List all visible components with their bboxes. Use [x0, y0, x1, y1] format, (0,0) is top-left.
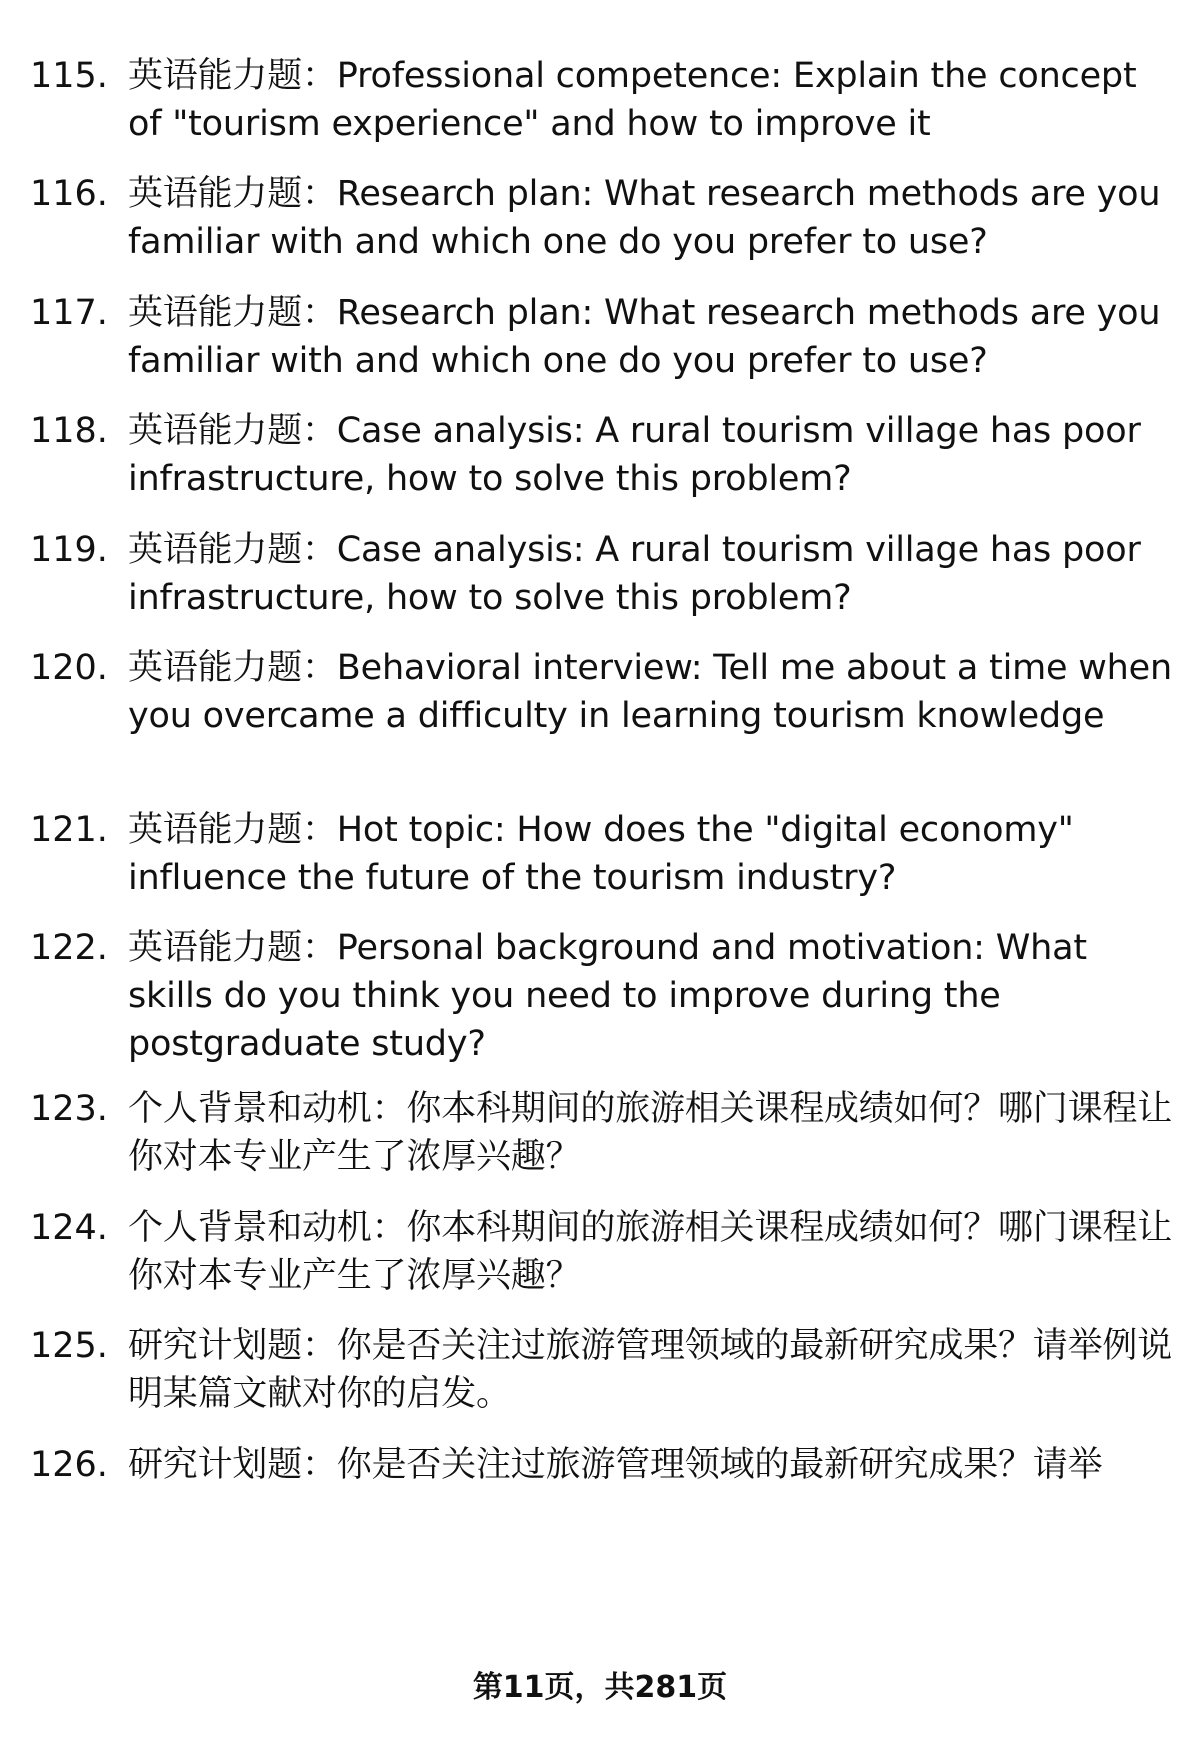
question-number: 120. [30, 648, 108, 688]
question-number: 117. [30, 293, 108, 333]
question-number: 115. [30, 56, 108, 96]
question-text: 个人背景和动机：你本科期间的旅游相关课程成绩如何？哪门课程让你对本专业产生了浓厚兴趣？ [128, 1208, 1173, 1296]
question-text: 研究计划题：你是否关注过旅游管理领域的最新研究成果？请举 [128, 1445, 1103, 1485]
question-text: 英语能力题：Personal background and motivation: What skills do you think you need to improve during the postgraduate study? [128, 928, 1087, 1064]
question-number: 122. [30, 928, 108, 968]
question-number: 119. [30, 530, 108, 570]
question-number: 126. [30, 1445, 108, 1485]
question-text: 英语能力题：Professional competence: Explain the concept of "tourism experience" and how to improve it [128, 56, 1137, 144]
question-text: 英语能力题：Hot topic: How does the "digital economy" influence the future of the tourism industry? [128, 810, 1074, 898]
question-number: 116. [30, 174, 108, 214]
question-number: 118. [30, 411, 108, 451]
question-text: 英语能力题：Case analysis: A rural tourism village has poor infrastructure, how to solve this problem? [128, 411, 1141, 499]
question-text: 英语能力题：Case analysis: A rural tourism village has poor infrastructure, how to solve this problem? [128, 530, 1141, 618]
question-text: 个人背景和动机：你本科期间的旅游相关课程成绩如何？哪门课程让你对本专业产生了浓厚兴趣？ [128, 1089, 1173, 1177]
question-text: 英语能力题：Research plan: What research methods are you familiar with and which one do you prefer to use? [128, 293, 1161, 381]
question-number: 121. [30, 810, 108, 850]
question-number: 123. [30, 1089, 108, 1129]
question-text: 英语能力题：Behavioral interview: Tell me about a time when you overcame a difficulty in learning tourism knowledge [128, 648, 1172, 736]
question-text: 研究计划题：你是否关注过旅游管理领域的最新研究成果？请举例说明某篇文献对你的启发。 [128, 1326, 1173, 1414]
page-footer: 第11页，共281页 [472, 1670, 728, 1705]
question-number: 125. [30, 1326, 108, 1366]
question-number: 124. [30, 1208, 108, 1248]
question-text: 英语能力题：Research plan: What research methods are you familiar with and which one do you prefer to use? [128, 174, 1161, 262]
